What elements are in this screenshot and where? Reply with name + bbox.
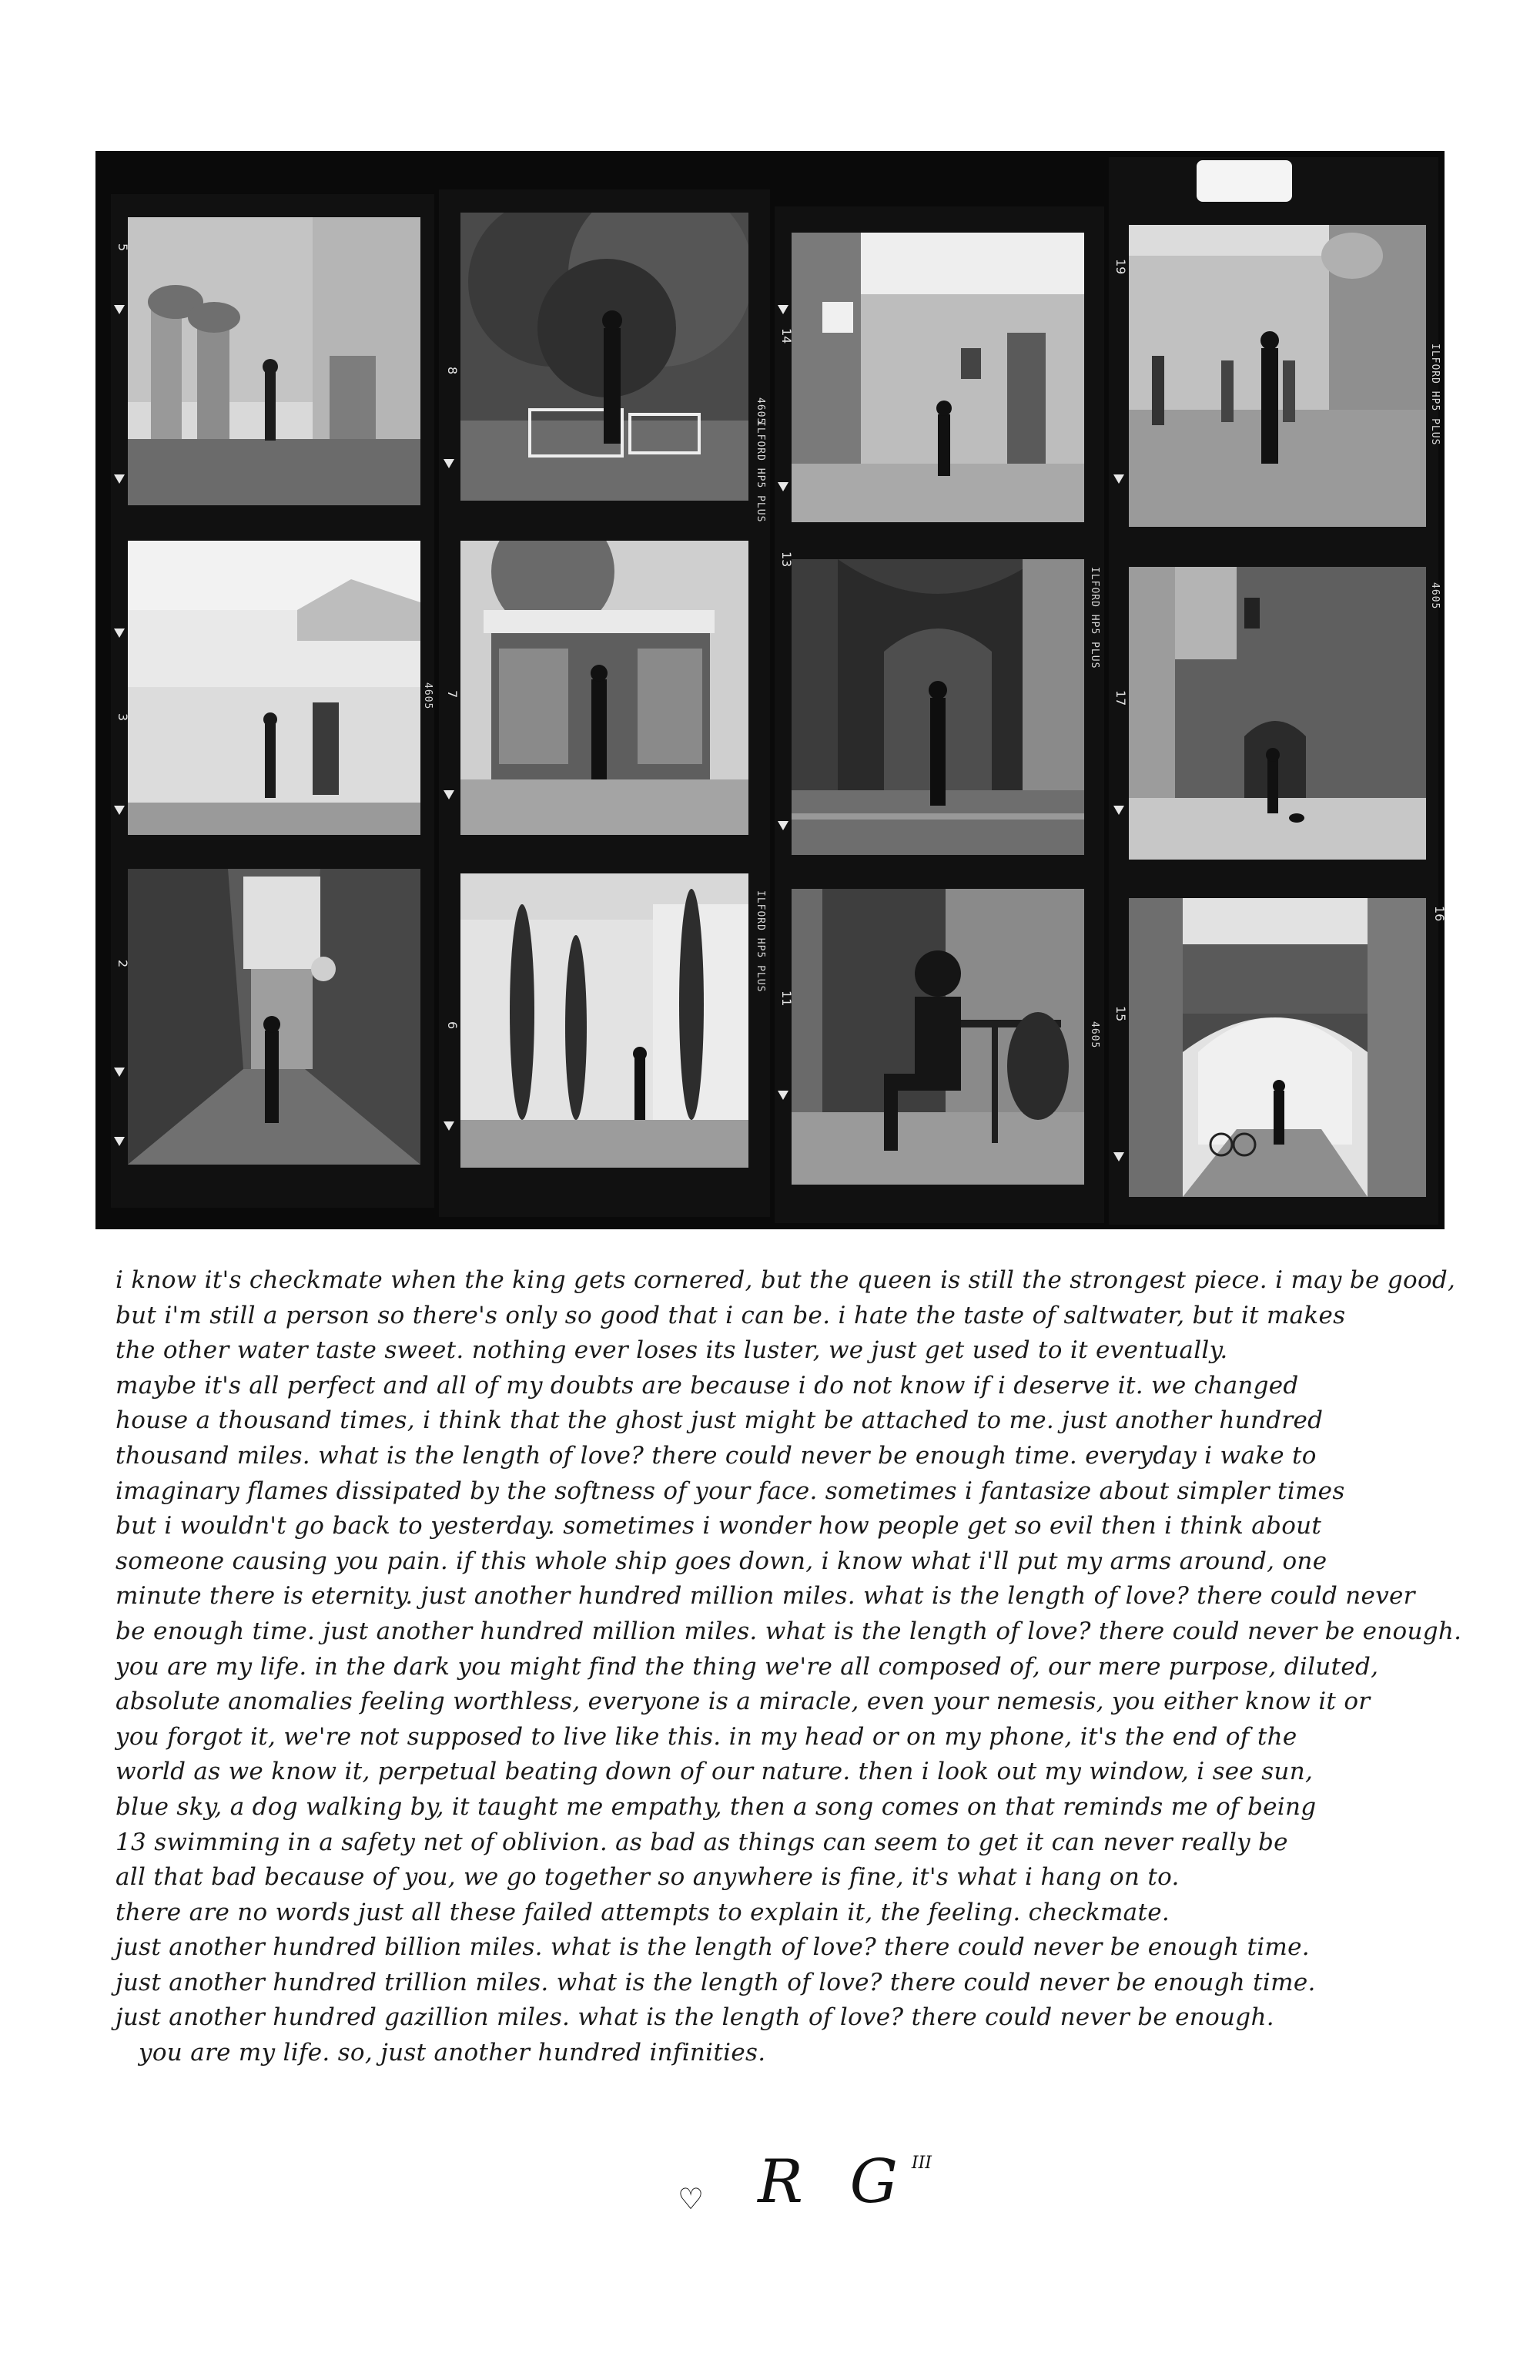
frame-number: 3 bbox=[116, 713, 130, 722]
sprocket-marker bbox=[778, 305, 788, 314]
sprocket-marker bbox=[114, 806, 125, 815]
poem-line: there are no words just all these failed attempts to explain it, the feeling. checkmate. bbox=[116, 1898, 1170, 1926]
poem-line: you are my life. in the dark you might find the thing we're all composed of, our mere purpose, diluted, bbox=[116, 1652, 1379, 1681]
frame-number: 7 bbox=[445, 690, 460, 699]
sprocket-marker bbox=[114, 1137, 125, 1146]
film-edge-label: ILFORD HP5 PLUS bbox=[1089, 567, 1100, 669]
film-edge-label: ILFORD HP5 PLUS bbox=[755, 421, 766, 523]
photo-frame-cafe bbox=[792, 889, 1084, 1185]
frame-number: 14 bbox=[779, 328, 794, 344]
frame-number: 2 bbox=[116, 960, 130, 968]
poem-line: just another hundred billion miles. what is the length of love? there could never be enough time. bbox=[116, 1933, 1310, 1962]
photo-frame-garden bbox=[460, 213, 748, 501]
sprocket-marker bbox=[114, 474, 125, 484]
poem-line: maybe it's all perfect and all of my doubts are because i do not know if i deserve it. we changed bbox=[116, 1371, 1299, 1400]
frame-number: 5 bbox=[116, 243, 130, 252]
sprocket-marker bbox=[114, 629, 125, 638]
frame-number: 17 bbox=[1113, 690, 1128, 706]
photo-frame-piazza bbox=[1129, 225, 1426, 527]
handwritten-poem bbox=[116, 1263, 1462, 2071]
frame-number: 8 bbox=[445, 367, 460, 375]
film-edge-code: 4605 bbox=[755, 397, 766, 425]
poem-line: i know it's checkmate when the king gets cornered, but the queen is still the strongest piece. i may be good, bbox=[116, 1266, 1456, 1294]
contact-sheet bbox=[95, 151, 1445, 1229]
sprocket-marker bbox=[778, 1091, 788, 1100]
sprocket-marker bbox=[444, 459, 454, 468]
poem-line: minute there is eternity. just another hundred million miles. what is the length of love? there could never bbox=[116, 1582, 1415, 1611]
frame-number: 13 bbox=[779, 551, 794, 568]
frame-number: 6 bbox=[445, 1021, 460, 1030]
photo-frame-pipes bbox=[128, 217, 420, 505]
frame-number: 16 bbox=[1432, 906, 1447, 922]
poem-line: but i'm still a person so there's only so good that i can be. i hate the taste of saltwater, but it makes bbox=[116, 1301, 1346, 1329]
poem-line: blue sky, a dog walking by, it taught me empathy, then a song comes on that reminds me of being bbox=[116, 1792, 1317, 1821]
poem-line: 13 swimming in a safety net of oblivion. as bad as things can seem to get it can never really be bbox=[116, 1828, 1288, 1856]
poem-line: world as we know it, perpetual beating down of our nature. then i look out my window, i see sun, bbox=[116, 1758, 1314, 1786]
poem-line: you are my life. so, just another hundred infinities. bbox=[139, 2039, 766, 2067]
frame-number: 19 bbox=[1113, 259, 1128, 275]
film-edge-label: ILFORD HP5 PLUS bbox=[755, 890, 766, 993]
poem-line: just another hundred gazillion miles. what is the length of love? there could never be enough. bbox=[116, 2003, 1274, 2032]
poem-line: but i wouldn't go back to yesterday. sometimes i wonder how people get so evil then i think about bbox=[116, 1512, 1322, 1540]
photo-frame-narrow-street bbox=[128, 869, 420, 1165]
poem-line: absolute anomalies feeling worthless, everyone is a miracle, even your nemesis, you either know it or bbox=[116, 1688, 1371, 1716]
frame-number: 11 bbox=[779, 991, 794, 1007]
photo-frame-white-wall bbox=[128, 541, 420, 835]
poem-line: all that bad because of you, we go together so anywhere is fine, it's what i hang on to. bbox=[116, 1863, 1180, 1892]
film-edge-label: ILFORD HP5 PLUS bbox=[1429, 344, 1441, 446]
poem-line: the other water taste sweet. nothing ever loses its luster, we just get used to it eventually. bbox=[116, 1336, 1228, 1365]
sprocket-marker bbox=[114, 1068, 125, 1077]
poem-line: house a thousand times, i think that the ghost just might be attached to me. just another hundred bbox=[116, 1406, 1324, 1435]
photo-frame-arch bbox=[1129, 898, 1426, 1197]
film-edge-code: 4605 bbox=[422, 682, 434, 710]
photo-frame-kiosk bbox=[460, 541, 748, 835]
sprocket-marker bbox=[1113, 1152, 1124, 1162]
poem-line: imaginary flames dissipated by the softness of your face. sometimes i fantasize about simpler times bbox=[116, 1477, 1345, 1505]
poem-line: you forgot it, we're not supposed to live like this. in my head or on my phone, it's the end of the bbox=[116, 1722, 1297, 1751]
sprocket-marker bbox=[444, 790, 454, 799]
signature-initials: R G bbox=[758, 2147, 912, 2217]
signature-suffix: III bbox=[911, 2154, 932, 2173]
poem-line: be enough time. just another hundred million miles. what is the length of love? there could never be enough. bbox=[116, 1617, 1462, 1645]
poem-line: thousand miles. what is the length of love? there could never be enough time. everyday i wake to bbox=[116, 1441, 1317, 1470]
heart-icon: ♡ bbox=[678, 2181, 705, 2216]
sprocket-marker bbox=[114, 305, 125, 314]
sprocket-marker bbox=[1113, 806, 1124, 815]
sprocket-marker bbox=[444, 1121, 454, 1131]
photo-frame-sign-building bbox=[792, 233, 1084, 522]
film-edge-code: 4605 bbox=[1429, 582, 1441, 610]
photo-frame-cypress bbox=[460, 873, 748, 1168]
signature bbox=[678, 2147, 932, 2217]
poem-line: someone causing you pain. if this whole ship goes down, i know what i'll put my arms around, one bbox=[116, 1547, 1327, 1575]
sprocket-marker bbox=[1113, 474, 1124, 484]
sprocket-marker bbox=[778, 482, 788, 491]
photo-frame-arcade bbox=[792, 559, 1084, 855]
frame-number: 15 bbox=[1113, 1006, 1128, 1022]
sprocket-marker bbox=[778, 821, 788, 830]
photo-frame-church bbox=[1129, 567, 1426, 860]
film-notch bbox=[1197, 160, 1292, 202]
poem-line: just another hundred trillion miles. what is the length of love? there could never be enough time. bbox=[116, 1968, 1316, 1996]
film-edge-code: 4605 bbox=[1089, 1021, 1100, 1049]
